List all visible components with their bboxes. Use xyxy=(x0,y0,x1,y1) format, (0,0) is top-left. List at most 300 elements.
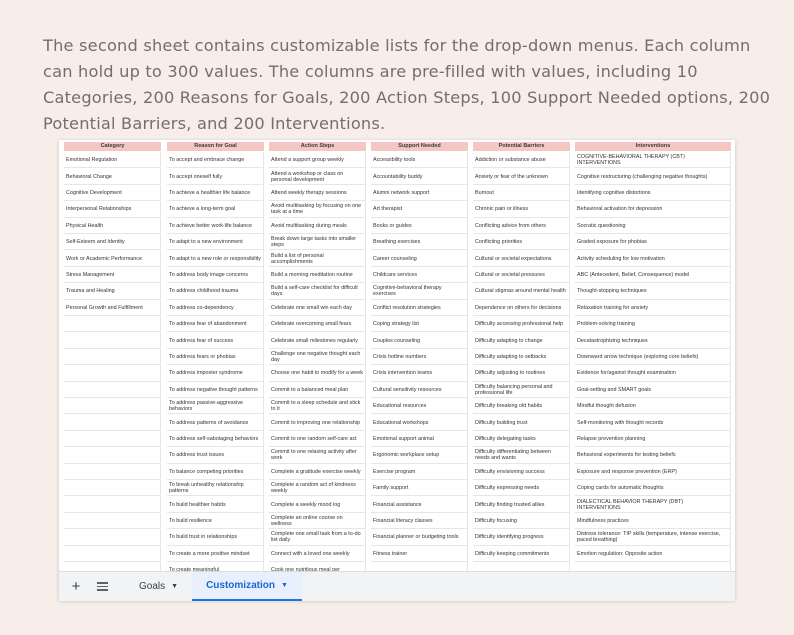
cell-text: Attend a support group weekly xyxy=(271,157,344,164)
list-cell[interactable] xyxy=(167,414,264,430)
list-cell[interactable] xyxy=(575,464,731,480)
list-cell[interactable] xyxy=(371,300,468,316)
list-cell[interactable] xyxy=(64,529,161,545)
list-cell[interactable] xyxy=(269,464,366,480)
cell-text: Attend a workshop or class on personal development xyxy=(271,170,344,183)
list-cell[interactable] xyxy=(575,480,731,496)
list-cell[interactable] xyxy=(371,201,468,217)
cell-text: Celebrate small milestones regularly xyxy=(271,337,358,344)
list-cell[interactable] xyxy=(473,267,570,283)
list-cell[interactable] xyxy=(371,234,468,250)
list-cell[interactable] xyxy=(64,431,161,447)
list-cell[interactable] xyxy=(575,447,731,463)
list-cell[interactable] xyxy=(575,546,731,562)
cell-text: Difficulty accessing professional help xyxy=(475,321,563,328)
cell-text: Commit to a balanced meal plan xyxy=(271,386,349,393)
list-cell[interactable] xyxy=(64,546,161,562)
cell-text: Goal-setting and SMART goals xyxy=(577,386,652,393)
list-cell[interactable] xyxy=(269,349,366,365)
cell-text: Attend weekly therapy sessions xyxy=(271,189,347,196)
list-cell[interactable] xyxy=(473,447,570,463)
list-cell[interactable] xyxy=(64,234,161,250)
list-cell[interactable] xyxy=(64,365,161,381)
list-cell[interactable] xyxy=(473,398,570,414)
cell-text: To address negative thought patterns xyxy=(169,386,258,393)
cell-text: Fitness trainer xyxy=(373,550,408,557)
cell-text: To address body image concerns xyxy=(169,271,249,278)
cell-text: Difficulty balancing personal and professional life xyxy=(475,383,553,396)
list-cell[interactable] xyxy=(371,185,468,201)
cell-text: Evidence for/against thought examination xyxy=(577,370,676,377)
list-cell[interactable] xyxy=(575,152,731,168)
cell-text: Difficulty adjusting to routines xyxy=(475,370,546,377)
cell-text: Self-Esteem and Identity xyxy=(66,239,125,246)
list-cell[interactable] xyxy=(371,152,468,168)
cell-text: Addiction or substance abuse xyxy=(475,157,546,164)
list-cell[interactable] xyxy=(167,316,264,332)
cell-text: To address self-sabotaging behaviors xyxy=(169,435,259,442)
cell-text: Ergonomic workplace setup xyxy=(373,452,440,459)
cell-text: Socratic questioning xyxy=(577,222,626,229)
list-cell[interactable] xyxy=(269,185,366,201)
cell-text: Educational resources xyxy=(373,403,427,410)
cell-text: Commit to a sleep schedule and stick to it xyxy=(271,400,361,413)
list-cell[interactable] xyxy=(371,447,468,463)
cell-text: To adapt to a new role or responsibility xyxy=(169,255,261,262)
list-cell[interactable] xyxy=(473,496,570,512)
list-cell[interactable] xyxy=(64,267,161,283)
list-cell[interactable] xyxy=(371,349,468,365)
cell-text: To accept oneself fully xyxy=(169,173,223,180)
cell-text: Difficulty expressing needs xyxy=(475,485,540,492)
add-sheet-button[interactable] xyxy=(63,572,89,601)
cell-text: Self-monitoring with thought records xyxy=(577,419,664,426)
cell-text: Cognitive restructuring (challenging negative thoughts) xyxy=(577,173,708,180)
list-cell[interactable] xyxy=(371,546,468,562)
list-cell[interactable] xyxy=(473,201,570,217)
cell-text: Couples counseling xyxy=(373,337,421,344)
cell-text: Difficulty building trust xyxy=(475,419,528,426)
list-cell[interactable] xyxy=(167,168,264,184)
cell-text: Cultural or societal pressures xyxy=(475,271,545,278)
list-cell[interactable] xyxy=(269,218,366,234)
cell-text: Thought-stopping techniques xyxy=(577,288,647,295)
list-cell[interactable] xyxy=(167,431,264,447)
list-cell[interactable] xyxy=(371,480,468,496)
cell-text: Accessibility tools xyxy=(373,157,416,164)
cell-text: Build a morning meditation routine xyxy=(271,271,353,278)
cell-text: Connect with a loved one weekly xyxy=(271,550,350,557)
cell-text: To address fear of abandonment xyxy=(169,321,247,328)
cell-text: To address childhood trauma xyxy=(169,288,239,295)
cell-text: Difficulty delegating tasks xyxy=(475,435,536,442)
list-cell[interactable] xyxy=(371,529,468,545)
list-cell[interactable] xyxy=(575,316,731,332)
list-cell[interactable] xyxy=(473,152,570,168)
cell-text: Difficulty finding trusted allies xyxy=(475,501,545,508)
list-cell[interactable] xyxy=(167,382,264,398)
column-header[interactable]: Interventions xyxy=(575,142,731,151)
list-cell[interactable] xyxy=(473,185,570,201)
cell-text: To achieve a healthier life balance xyxy=(169,189,251,196)
spreadsheet-grid xyxy=(59,140,735,570)
list-cell[interactable] xyxy=(371,431,468,447)
list-cell[interactable] xyxy=(64,201,161,217)
list-cell[interactable] xyxy=(575,332,731,348)
sheet-tab-bar xyxy=(59,571,735,601)
list-cell[interactable] xyxy=(371,267,468,283)
list-cell[interactable] xyxy=(269,431,366,447)
all-sheets-button[interactable] xyxy=(89,572,115,601)
list-cell[interactable] xyxy=(64,496,161,512)
list-cell[interactable] xyxy=(167,152,264,168)
list-cell[interactable] xyxy=(64,300,161,316)
list-cell[interactable] xyxy=(167,234,264,250)
list-cell[interactable] xyxy=(473,464,570,480)
list-cell[interactable] xyxy=(269,513,366,529)
cell-text: To build healthier habits xyxy=(169,501,226,508)
cell-text: DIALECTICAL BEHAVIOR THERAPY (DBT) INTERVENTIONS xyxy=(577,498,684,511)
list-cell[interactable] xyxy=(575,283,731,299)
cell-text: Breathing exercises xyxy=(373,239,421,246)
list-cell[interactable] xyxy=(371,464,468,480)
list-cell[interactable] xyxy=(473,480,570,496)
list-cell[interactable] xyxy=(473,529,570,545)
cell-text: Career counseling xyxy=(373,255,417,262)
cell-text: Difficulty identifying progress xyxy=(475,534,544,541)
tab-label: Goals xyxy=(139,581,166,592)
cell-text: Art therapist xyxy=(373,206,403,213)
cell-text: Emotional support animal xyxy=(373,435,434,442)
list-cell[interactable] xyxy=(167,267,264,283)
cell-text: Emotion regulation: Opposite action xyxy=(577,550,663,557)
list-cell[interactable] xyxy=(269,398,366,414)
list-cell[interactable] xyxy=(575,365,731,381)
cell-text: Exposure and response prevention (ERP) xyxy=(577,468,677,475)
list-cell[interactable] xyxy=(575,414,731,430)
list-cell[interactable] xyxy=(371,496,468,512)
cell-text: ABC (Antecedent, Belief, Consequence) model xyxy=(577,271,690,278)
cell-text: Behavioral activation for depression xyxy=(577,206,663,213)
list-cell[interactable] xyxy=(473,513,570,529)
cell-text: Complete an online course on wellness xyxy=(271,514,343,527)
list-cell[interactable] xyxy=(269,201,366,217)
list-cell[interactable] xyxy=(167,185,264,201)
list-cell[interactable] xyxy=(269,546,366,562)
cell-text: Exercise program xyxy=(373,468,416,475)
list-cell[interactable] xyxy=(64,349,161,365)
list-cell[interactable] xyxy=(575,349,731,365)
cell-text: Conflicting priorities xyxy=(475,239,523,246)
list-cell[interactable] xyxy=(64,480,161,496)
list-cell[interactable] xyxy=(269,447,366,463)
list-cell[interactable] xyxy=(64,382,161,398)
column-header[interactable]: Reason for Goal xyxy=(167,142,264,151)
list-cell[interactable] xyxy=(269,168,366,184)
cell-text: To achieve a long-term goal xyxy=(169,206,236,213)
list-cell[interactable] xyxy=(64,185,161,201)
cell-text: To address imposter syndrome xyxy=(169,370,243,377)
list-cell[interactable] xyxy=(167,480,264,496)
cell-text: Cultural or societal expectations xyxy=(475,255,552,262)
list-cell[interactable] xyxy=(167,365,264,381)
column-header[interactable]: Potential Barriers xyxy=(473,142,570,151)
cell-text: Conflicting advice from others xyxy=(475,222,547,229)
cell-text: Work or Academic Performance xyxy=(66,255,142,262)
list-cell[interactable] xyxy=(167,496,264,512)
cell-text: Financial planner or budgeting tools xyxy=(373,534,459,541)
list-cell[interactable] xyxy=(269,152,366,168)
list-cell[interactable] xyxy=(371,332,468,348)
cell-text: Difficulty adapting to change xyxy=(475,337,543,344)
list-cell[interactable] xyxy=(575,513,731,529)
cell-text: Cognitive-behavioral therapy exercises xyxy=(373,285,442,298)
caret-down-icon[interactable]: ▼ xyxy=(280,582,288,589)
cell-text: To achieve better work-life balance xyxy=(169,222,252,229)
cell-text: Cultural sensitivity resources xyxy=(373,386,442,393)
list-cell[interactable] xyxy=(371,316,468,332)
list-cell[interactable] xyxy=(269,316,366,332)
list-cell[interactable] xyxy=(473,283,570,299)
cell-text: Challenge one negative thought each day xyxy=(271,350,361,363)
cell-text: Behavioral experiments for testing beliefs xyxy=(577,452,676,459)
cell-text: Celebrate overcoming small fears xyxy=(271,321,352,328)
cell-text: Commit to one random self-care act xyxy=(271,435,357,442)
list-cell[interactable] xyxy=(473,218,570,234)
cell-text: Complete a gratitude exercise weekly xyxy=(271,468,361,475)
cell-text: Crisis hotline numbers xyxy=(373,353,427,360)
cell-text: Anxiety or fear of the unknown xyxy=(475,173,548,180)
list-cell[interactable] xyxy=(575,529,731,545)
list-cell[interactable] xyxy=(371,513,468,529)
cell-text: Commit to improving one relationship xyxy=(271,419,360,426)
cell-text: Dependence on others for decisions xyxy=(475,304,562,311)
cell-text: Avoid multitasking during meals xyxy=(271,222,347,229)
cell-text: To break unhealthy relationship patterns xyxy=(169,482,244,495)
cell-text: Mindful thought defusion xyxy=(577,403,636,410)
list-cell[interactable] xyxy=(167,218,264,234)
cell-text: Chronic pain or illness xyxy=(475,206,529,213)
cell-text: Difficulty focusing xyxy=(475,517,517,524)
list-cell[interactable] xyxy=(575,398,731,414)
list-cell[interactable] xyxy=(575,234,731,250)
list-cell[interactable] xyxy=(269,250,366,266)
list-cell[interactable] xyxy=(269,496,366,512)
cell-text: Alumni network support xyxy=(373,189,430,196)
cell-text: To address fear of success xyxy=(169,337,234,344)
plus-icon: + xyxy=(71,578,81,595)
list-cell[interactable] xyxy=(64,283,161,299)
column-header[interactable]: Support Needed xyxy=(371,142,468,151)
column-header[interactable]: Category xyxy=(64,142,161,151)
list-cell[interactable] xyxy=(473,382,570,398)
cell-text: Difficulty envisioning success xyxy=(475,468,545,475)
tab-customization[interactable] xyxy=(192,572,302,601)
list-cell[interactable] xyxy=(473,546,570,562)
list-cell[interactable] xyxy=(575,185,731,201)
list-cell[interactable] xyxy=(575,267,731,283)
cell-text: Crisis intervention teams xyxy=(373,370,433,377)
list-cell[interactable] xyxy=(371,365,468,381)
list-cell[interactable] xyxy=(473,414,570,430)
cell-text: Family support xyxy=(373,485,409,492)
cell-text: Commit to one relaxing activity after work xyxy=(271,449,357,462)
cell-text: To adapt to a new environment xyxy=(169,239,243,246)
list-cell[interactable] xyxy=(167,447,264,463)
list-cell[interactable] xyxy=(371,168,468,184)
cell-text: To address patterns of avoidance xyxy=(169,419,249,426)
cell-text: Stress Management xyxy=(66,271,115,278)
cell-text: Financial assistance xyxy=(373,501,422,508)
cell-text: Educational workshops xyxy=(373,419,429,426)
cell-text: Mindfulness practices xyxy=(577,517,629,524)
cell-text: Interpersonal Relationships xyxy=(66,206,132,213)
list-cell[interactable] xyxy=(167,398,264,414)
intro-paragraph: The second sheet contains customizable lists for the drop-down menus. Each column can hold up to 300 values. The columns are pre-filled with values, including 10 Categories, 200 Reasons for Goals, 200 Action Steps, 100 Support Needed options, 200 Potential Barriers, and 200 Interventions. xyxy=(43,36,771,133)
list-cell[interactable] xyxy=(371,414,468,430)
cell-text: To address fears or phobias xyxy=(169,353,236,360)
column-header[interactable]: Action Steps xyxy=(269,142,366,151)
list-cell[interactable] xyxy=(64,250,161,266)
cell-text: Activity scheduling for low motivation xyxy=(577,255,665,262)
list-cell[interactable] xyxy=(167,300,264,316)
cell-text: Choose one habit to modify for a week xyxy=(271,370,363,377)
cell-text: Difficulty breaking old habits xyxy=(475,403,543,410)
cell-text: Emotional Regulation xyxy=(66,157,118,164)
list-cell[interactable] xyxy=(167,349,264,365)
cell-text: Physical Health xyxy=(66,222,104,229)
list-cell[interactable] xyxy=(64,398,161,414)
cell-text: To create a more positive mindset xyxy=(169,550,250,557)
cell-text: Conflict resolution strategies xyxy=(373,304,441,311)
list-cell[interactable] xyxy=(269,267,366,283)
cell-text: Avoid multitasking by focusing on one task at a time xyxy=(271,203,362,216)
cell-text: Break down large tasks into smaller steps xyxy=(271,236,357,249)
list-cell[interactable] xyxy=(575,168,731,184)
cell-text: Build a list of personal accomplishments xyxy=(271,252,324,265)
cell-text: Graded exposure for phobias xyxy=(577,239,647,246)
list-cell[interactable] xyxy=(473,316,570,332)
list-cell[interactable] xyxy=(269,283,366,299)
list-cell[interactable] xyxy=(64,332,161,348)
tab-goals[interactable] xyxy=(125,572,192,601)
list-cell[interactable] xyxy=(64,316,161,332)
list-cell[interactable] xyxy=(269,332,366,348)
list-cell[interactable] xyxy=(575,431,731,447)
cell-text: Behavioral Change xyxy=(66,173,112,180)
cell-text: Difficulty adapting to setbacks xyxy=(475,353,547,360)
cell-text: To address co-dependency xyxy=(169,304,234,311)
list-cell[interactable] xyxy=(575,218,731,234)
cell-text: COGNITIVE-BEHAVIORAL THERAPY (CBT) INTERVENTIONS xyxy=(577,154,685,167)
cell-text: Relaxation training for anxiety xyxy=(577,304,649,311)
cell-text: Trauma and Healing xyxy=(66,288,115,295)
cell-text: To address trust issues xyxy=(169,452,225,459)
list-cell[interactable] xyxy=(167,250,264,266)
list-cell[interactable] xyxy=(575,250,731,266)
cell-text: To build trust in relationships xyxy=(169,534,238,541)
cell-text: Problem-solving training xyxy=(577,321,635,328)
cell-text: Accountability buddy xyxy=(373,173,423,180)
cell-text: Coping cards for automatic thoughts xyxy=(577,485,664,492)
cell-text: Complete a random act of kindness weekly xyxy=(271,482,356,495)
cell-text: Build a self-care checklist for difficult days xyxy=(271,285,358,298)
cell-text: Decatastrophizing techniques xyxy=(577,337,648,344)
cell-text: Complete a weekly mood log xyxy=(271,501,341,508)
list-cell[interactable] xyxy=(575,201,731,217)
list-cell[interactable] xyxy=(269,529,366,545)
list-cell[interactable] xyxy=(371,283,468,299)
list-cell[interactable] xyxy=(473,234,570,250)
menu-icon xyxy=(97,580,108,593)
cell-text: To accept and embrace change xyxy=(169,157,245,164)
list-cell[interactable] xyxy=(64,152,161,168)
cell-text: Identifying cognitive distortions xyxy=(577,189,651,196)
spreadsheet xyxy=(59,140,735,600)
list-cell[interactable] xyxy=(64,513,161,529)
list-cell[interactable] xyxy=(371,250,468,266)
list-cell[interactable] xyxy=(269,382,366,398)
list-cell[interactable] xyxy=(167,332,264,348)
list-cell[interactable] xyxy=(167,464,264,480)
cell-text: Burnout xyxy=(475,189,494,196)
list-cell[interactable] xyxy=(473,332,570,348)
cell-text: Difficulty keeping commitments xyxy=(475,550,550,557)
list-cell[interactable] xyxy=(269,414,366,430)
list-cell[interactable] xyxy=(371,218,468,234)
cell-text: Coping strategy list xyxy=(373,321,419,328)
list-cell[interactable] xyxy=(473,431,570,447)
caret-down-icon[interactable]: ▼ xyxy=(171,583,179,590)
list-cell[interactable] xyxy=(473,250,570,266)
list-cell[interactable] xyxy=(473,365,570,381)
list-cell[interactable] xyxy=(64,168,161,184)
cell-text: To address passive-aggressive behaviors xyxy=(169,400,244,413)
tab-label: Customization xyxy=(206,580,275,591)
list-cell[interactable] xyxy=(269,365,366,381)
list-cell[interactable] xyxy=(167,546,264,562)
list-cell[interactable] xyxy=(371,382,468,398)
cell-text: Childcare services xyxy=(373,271,418,278)
list-cell[interactable] xyxy=(167,529,264,545)
list-cell[interactable] xyxy=(371,398,468,414)
cell-text: Cognitive Development xyxy=(66,189,122,196)
list-cell[interactable] xyxy=(269,480,366,496)
cell-text: Difficulty differentiating between needs and wants xyxy=(475,449,551,462)
cell-text: Financial literacy classes xyxy=(373,517,433,524)
list-cell[interactable] xyxy=(473,168,570,184)
list-cell[interactable] xyxy=(167,283,264,299)
list-cell[interactable] xyxy=(269,300,366,316)
list-cell[interactable] xyxy=(64,414,161,430)
list-cell[interactable] xyxy=(64,464,161,480)
list-cell[interactable] xyxy=(167,201,264,217)
list-cell[interactable] xyxy=(473,349,570,365)
cell-text: Downward arrow technique (exploring core beliefs) xyxy=(577,353,699,360)
list-cell[interactable] xyxy=(575,496,731,512)
list-cell[interactable] xyxy=(64,447,161,463)
list-cell[interactable] xyxy=(473,300,570,316)
list-cell[interactable] xyxy=(167,513,264,529)
cell-text: Complete one small task from a to-do list daily xyxy=(271,531,361,544)
list-cell[interactable] xyxy=(575,300,731,316)
list-cell[interactable] xyxy=(575,382,731,398)
list-cell[interactable] xyxy=(64,218,161,234)
cell-text: Personal Growth and Fulfillment xyxy=(66,304,143,311)
cell-text: Relapse prevention planning xyxy=(577,435,646,442)
cell-text: To balance competing priorities xyxy=(169,468,244,475)
list-cell[interactable] xyxy=(269,234,366,250)
